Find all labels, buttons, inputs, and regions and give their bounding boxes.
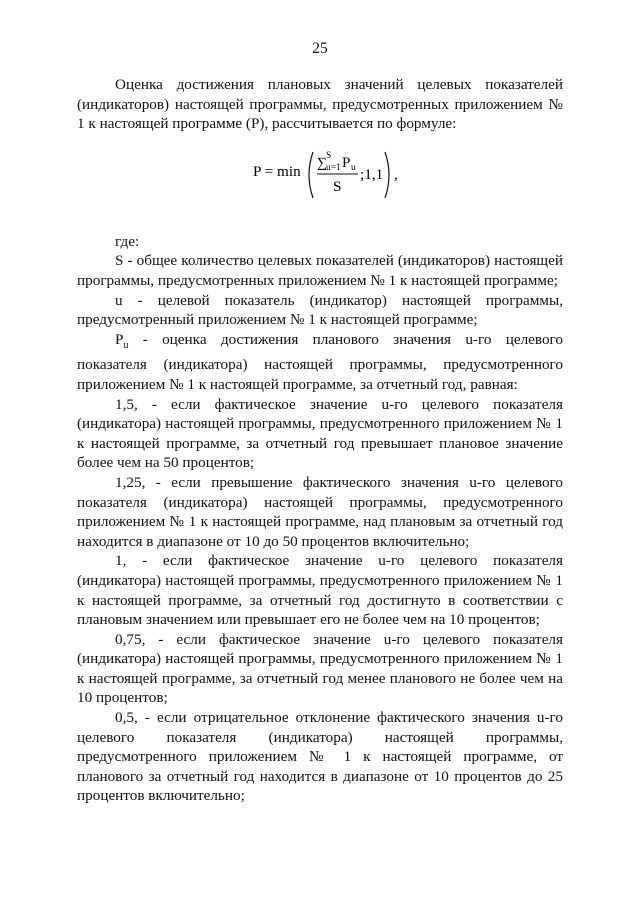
where-label: где: (115, 232, 140, 250)
formula (77, 140, 563, 210)
case-item: 1,25, - если превышение фактического значения u-го целевого показателя (индикатора) настоящей программы, предусмотренного приложением № 1 к настоящей программе, над плановым за отчетный год находится в диапазоне от 10 до 50 процентов включительно; (77, 473, 563, 550)
spacer (77, 210, 563, 232)
formula-tail: ;1,1 (360, 165, 384, 183)
case-item: 1,5, - если фактическое значение u-го целевого показателя (индикатора) настоящей программы, предусмотренного приложением № 1 к настоящей программе, за отчетный год превышает плановое значение более чем на 50 процентов; (77, 395, 563, 472)
definition-pu (77, 330, 563, 395)
intro-paragraph: Оценка достижения плановых значений целевых показателей (индикаторов) настоящей программы, предусмотренных приложением № 1 к настоящей программе (P), рассчитывается по формуле: (77, 76, 563, 133)
case-item: 0,75, - если фактическое значение u-го целевого показателя (индикатора) настоящей программы, предусмотренного приложением № 1 к настоящей программе, за отчетный год менее планового не более чем на 10 процентов; (77, 630, 563, 707)
left-paren (309, 152, 313, 198)
definition-u: u - целевой показатель (индикатор) настоящей программы, предусмотренный приложением № 1 к настоящей программе; (77, 291, 563, 329)
page-number: 25 (312, 40, 328, 57)
formula-sigma: ∑ (317, 155, 327, 171)
sum-upper-limit: S (326, 150, 332, 161)
formula-graphic (253, 140, 403, 210)
pu-subscript: u (123, 339, 129, 351)
definition-s: S - общее количество целевых показателей (индикаторов) настоящей программы, предусмотренных приложением № 1 к настоящей программе; (77, 252, 563, 289)
sum-lower-limit: u=1 (326, 162, 341, 173)
sum-term-subscript: u (351, 162, 356, 173)
case-item: 1, - если фактическое значение u-го целевого показателя (индикатора) настоящей программы, предусмотренного приложением № 1 к настоящей программе, за отчетный год достигнуто в соответствии с плановым значением или превышает его не более чем на 10 процентов; (77, 552, 563, 629)
formula-lhs: P = min (253, 162, 301, 180)
formula-end: , (394, 165, 398, 183)
right-paren (385, 152, 389, 198)
pu-symbol: P (115, 330, 124, 348)
case-item: 0,5, - если отрицательное отклонение фактического значения u-го целевого показателя (индикатора) настоящей программы, предусмотренного приложением № 1 к настоящей программе, от планового за отчетный год находится в диапазоне от 10 процентов до 25 процентов включительно; (77, 709, 563, 805)
sum-term: P (342, 153, 351, 171)
pu-text: - оценка достижения планового значения u-го целевого показателя (индикатора) настоящей программы, предусмотренного приложением № 1 к настоящей программе, за отчетный год, равная: (77, 330, 563, 393)
page-body (77, 75, 563, 806)
denominator: S (333, 177, 342, 195)
